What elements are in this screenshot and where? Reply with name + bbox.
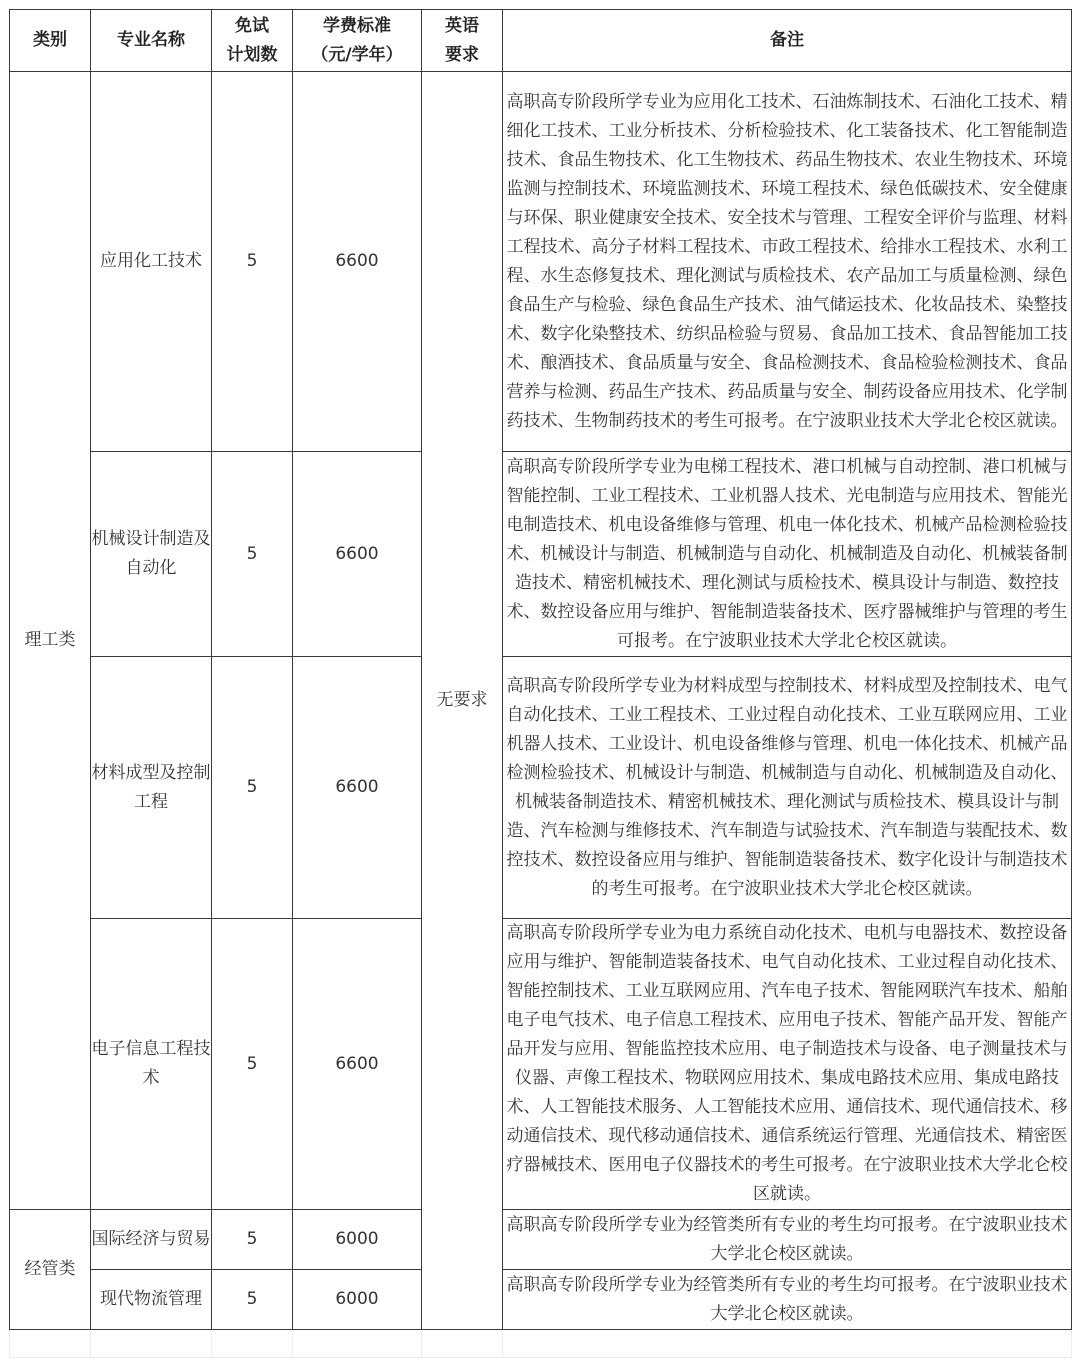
remarks-cell: 高职高专阶段所学专业为经管类所有专业的考生均可报考。在宁波职业技术大学北仑校区就读。 xyxy=(503,1270,1072,1330)
header-row xyxy=(10,10,1072,72)
header-english: 英语 要求 xyxy=(422,10,503,72)
header-remarks: 备注 xyxy=(503,10,1072,72)
admissions-table xyxy=(9,9,1072,1358)
empty-cell xyxy=(422,1330,503,1358)
fee-cell: 6600 xyxy=(293,72,422,452)
remarks-cell: 高职高专阶段所学专业为材料成型与控制技术、材料成型及控制技术、电气自动化技术、工业工程技术、工业过程自动化技术、工业互联网应用、工业机器人技术、工业设计、机电设备维修与管理、机电一体化技术、机械产品检测检验技术、机械设计与制造、机械制造与自动化、机械制造及自动化、机械装备制造技术、精密机械技术、理化测试与质检技术、模具设计与制造、汽车检测与维修技术、汽车制造与试验技术、汽车制造与装配技术、数控技术、数控设备应用与维护、智能制造装备技术、数字化设计与制造技术的考生可报考。在宁波职业技术大学北仑校区就读。 xyxy=(503,657,1072,919)
quota-cell: 5 xyxy=(212,1210,293,1270)
major-cell: 电子信息工程技术 xyxy=(91,919,212,1210)
major-cell: 机械设计制造及自动化 xyxy=(91,452,212,657)
fee-cell: 6000 xyxy=(293,1270,422,1330)
header-quota: 免试 计划数 xyxy=(212,10,293,72)
fee-cell: 6600 xyxy=(293,452,422,657)
remarks-cell: 高职高专阶段所学专业为应用化工技术、石油炼制技术、石油化工技术、精细化工技术、工业分析技术、分析检验技术、化工装备技术、化工智能制造技术、食品生物技术、化工生物技术、药品生物技术、农业生物技术、环境监测与控制技术、环境监测技术、环境工程技术、绿色低碳技术、安全健康与环保、职业健康安全技术、安全技术与管理、工程安全评价与监理、材料工程技术、高分子材料工程技术、市政工程技术、给排水工程技术、水利工程、水生态修复技术、理化测试与质检技术、农产品加工与质量检测、绿色食品生产与检验、绿色食品生产技术、油气储运技术、化妆品技术、染整技术、数字化染整技术、纺织品检验与贸易、食品加工技术、食品智能加工技术、酿酒技术、食品质量与安全、食品检测技术、食品检验检测技术、食品营养与检测、药品生产技术、药品质量与安全、制药设备应用技术、化学制药技术、生物制药技术的考生可报考。在宁波职业技术大学北仑校区就读。 xyxy=(503,72,1072,452)
table-row xyxy=(10,1270,1072,1330)
quota-cell: 5 xyxy=(212,1270,293,1330)
header-fee: 学费标准 （元/学年） xyxy=(293,10,422,72)
table-row xyxy=(10,72,1072,452)
quota-cell: 5 xyxy=(212,657,293,919)
major-cell: 现代物流管理 xyxy=(91,1270,212,1330)
remarks-cell: 高职高专阶段所学专业为电力系统自动化技术、电机与电器技术、数控设备应用与维护、智能制造装备技术、电气自动化技术、工业过程自动化技术、智能控制技术、工业互联网应用、汽车电子技术、智能网联汽车技术、船舶电子电气技术、电子信息工程技术、应用电子技术、智能产品开发、智能产品开发与应用、智能监控技术应用、电子制造技术与设备、电子测量技术与仪器、声像工程技术、物联网应用技术、集成电路技术应用、集成电路技术、人工智能技术服务、人工智能技术应用、通信技术、现代通信技术、移动通信技术、现代移动通信技术、通信系统运行管理、光通信技术、精密医疗器械技术、医用电子仪器技术的考生可报考。在宁波职业技术大学北仑校区就读。 xyxy=(503,919,1072,1210)
quota-cell: 5 xyxy=(212,72,293,452)
empty-cell xyxy=(503,1330,1072,1358)
major-cell: 国际经济与贸易 xyxy=(91,1210,212,1270)
fee-cell: 6600 xyxy=(293,657,422,919)
table-row xyxy=(10,919,1072,1210)
fee-cell: 6600 xyxy=(293,919,422,1210)
category-cell: 理工类 xyxy=(10,72,91,1210)
table-row xyxy=(10,1210,1072,1270)
remarks-cell: 高职高专阶段所学专业为电梯工程技术、港口机械与自动控制、港口机械与智能控制、工业工程技术、工业机器人技术、光电制造与应用技术、智能光电制造技术、机电设备维修与管理、机电一体化技术、机械产品检测检验技术、机械设计与制造、机械制造与自动化、机械制造及自动化、机械装备制造技术、精密机械技术、理化测试与质检技术、模具设计与制造、数控技术、数控设备应用与维护、智能制造装备技术、医疗器械维护与管理的考生可报考。在宁波职业技术大学北仑校区就读。 xyxy=(503,452,1072,657)
remarks-cell: 高职高专阶段所学专业为经管类所有专业的考生均可报考。在宁波职业技术大学北仑校区就读。 xyxy=(503,1210,1072,1270)
fee-cell: 6000 xyxy=(293,1210,422,1270)
major-cell: 材料成型及控制工程 xyxy=(91,657,212,919)
table-row xyxy=(10,452,1072,657)
header-category: 类别 xyxy=(10,10,91,72)
english-requirement-cell: 无要求 xyxy=(422,72,503,1330)
header-major: 专业名称 xyxy=(91,10,212,72)
empty-cell xyxy=(91,1330,212,1358)
category-cell: 经管类 xyxy=(10,1210,91,1330)
empty-cell xyxy=(293,1330,422,1358)
empty-cell xyxy=(212,1330,293,1358)
empty-cell xyxy=(10,1330,91,1358)
major-cell: 应用化工技术 xyxy=(91,72,212,452)
quota-cell: 5 xyxy=(212,919,293,1210)
quota-cell: 5 xyxy=(212,452,293,657)
table-row xyxy=(10,657,1072,919)
empty-row xyxy=(10,1330,1072,1358)
